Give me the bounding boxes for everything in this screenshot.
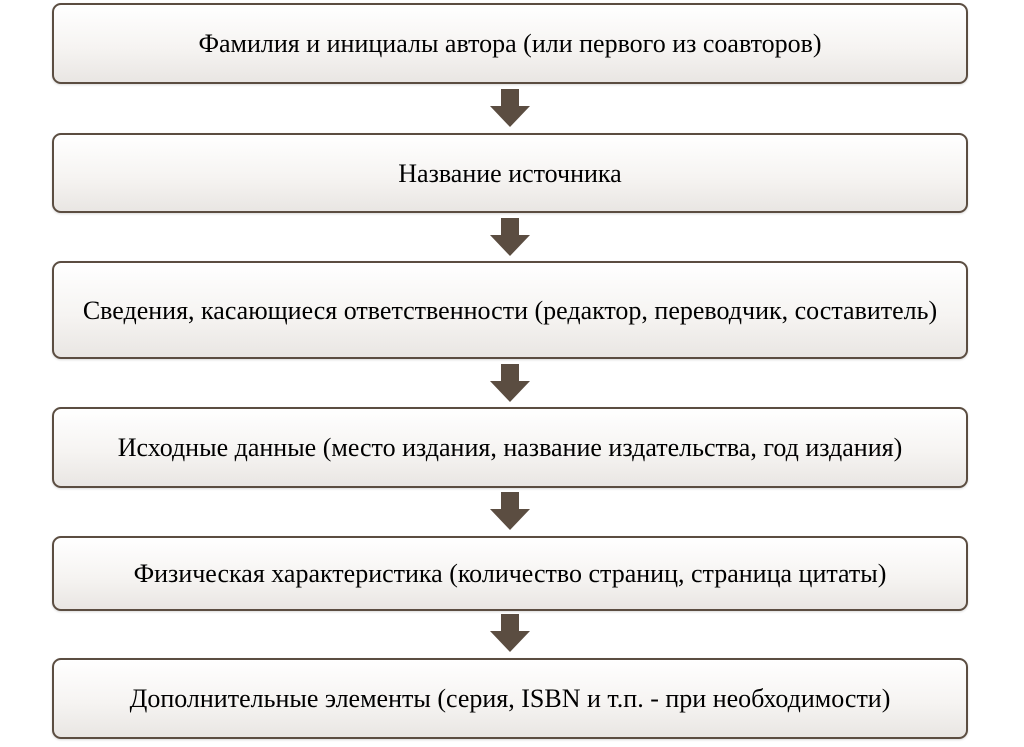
step-label-additional: Дополнительные элементы (серия, ISBN и т.п. - при необходимости) <box>129 684 891 713</box>
step-box-author <box>52 3 968 84</box>
step-box-publication <box>52 407 968 488</box>
down-arrow-icon <box>490 89 530 127</box>
step-label-author: Фамилия и инициалы автора (или первого из соавторов) <box>198 29 822 58</box>
step-label-physical: Физическая характеристика (количество страниц, страница цитаты) <box>133 559 887 588</box>
down-arrow-icon <box>490 364 530 402</box>
step-label-responsibility: Сведения, касающиеся ответственности (редактор, переводчик, составитель) <box>82 295 938 325</box>
step-label-publication: Исходные данные (место издания, название издательства, год издания) <box>117 433 903 462</box>
step-box-title <box>52 133 968 213</box>
down-arrow-icon <box>490 614 530 652</box>
down-arrow-icon <box>490 218 530 256</box>
step-label-title: Название источника <box>398 158 622 188</box>
step-box-physical <box>52 536 968 611</box>
step-box-responsibility <box>52 261 968 359</box>
down-arrow-icon <box>490 492 530 530</box>
step-box-additional <box>52 658 968 739</box>
